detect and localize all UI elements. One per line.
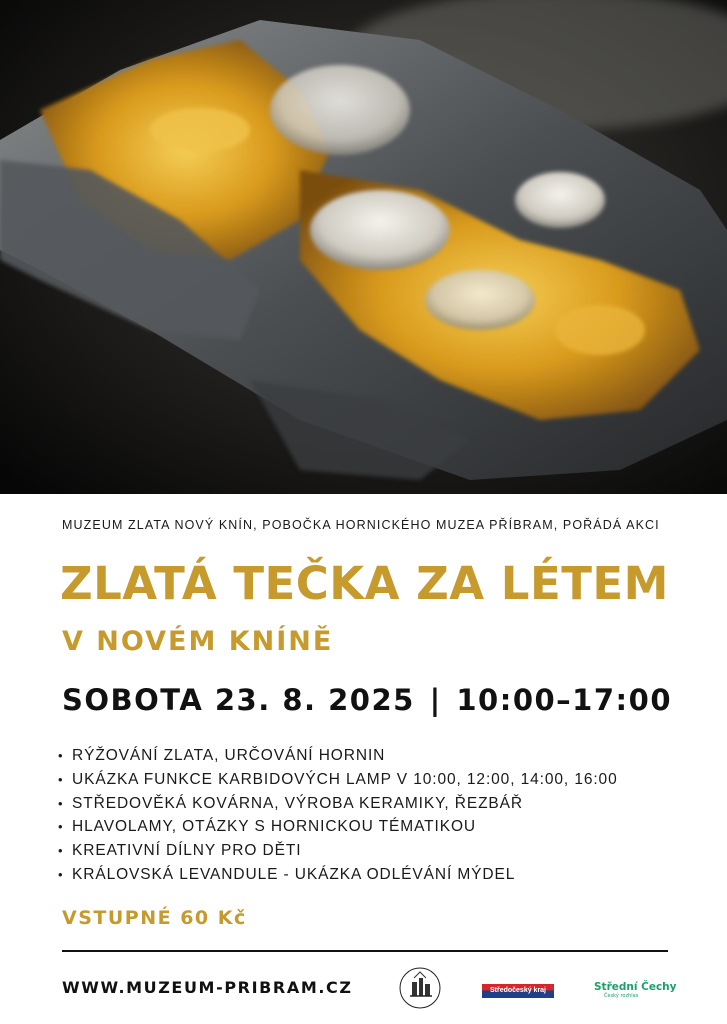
event-location: V NOVÉM KNÍNĚ <box>62 626 334 657</box>
stredocesky-kraj-logo: Středočeský kraj <box>482 984 554 998</box>
datetime-separator: | <box>429 683 442 717</box>
event-title: ZLATÁ TEČKA ZA LÉTEM <box>60 557 669 610</box>
hero-photo <box>0 0 727 494</box>
list-item: • KREATIVNÍ DÍLNY PRO DĚTI <box>58 839 618 863</box>
admission-price: VSTUPNÉ 60 Kč <box>62 907 247 929</box>
radio-logo-name: Střední Čechy <box>594 981 677 993</box>
event-datetime <box>62 683 672 717</box>
bullet-icon: • <box>58 843 64 859</box>
radio-logo-sub: Český rozhlas <box>604 993 639 999</box>
list-item: • UKÁZKA FUNKCE KARBIDOVÝCH LAMP V 10:00, 12:00, 14:00, 16:00 <box>58 768 618 792</box>
bullet-icon: • <box>58 795 64 811</box>
gold-rock-image <box>0 0 727 494</box>
list-item: • RÝŽOVÁNÍ ZLATA, URČOVÁNÍ HORNIN <box>58 744 618 768</box>
bullet-icon: • <box>58 748 64 763</box>
website-link[interactable]: WWW.MUZEUM-PRIBRAM.CZ <box>62 978 353 997</box>
mining-museum-logo <box>398 966 442 1010</box>
list-item: • STŘEDOVĚKÁ KOVÁRNA, VÝROBA KERAMIKY, ŘEZBÁŘ <box>58 792 618 816</box>
list-item: • KRÁLOVSKÁ LEVANDULE - UKÁZKA ODLÉVÁNÍ MÝDEL <box>58 863 618 887</box>
list-item: • HLAVOLAMY, OTÁZKY S HORNICKOU TÉMATIKOU <box>58 815 618 839</box>
bullet-icon: • <box>58 866 64 882</box>
divider <box>62 950 668 952</box>
event-date: SOBOTA 23. 8. 2025 <box>62 683 415 717</box>
stredni-cechy-radio-logo <box>594 981 677 1007</box>
activity-list <box>58 744 618 887</box>
bullet-icon: • <box>58 771 64 787</box>
bullet-icon: • <box>58 819 64 835</box>
organizer-subtitle: MUZEUM ZLATA NOVÝ KNÍN, POBOČKA HORNICKÉHO MUZEA PŘÍBRAM, POŘÁDÁ AKCI <box>62 518 660 532</box>
event-time: 10:00–17:00 <box>456 683 672 717</box>
